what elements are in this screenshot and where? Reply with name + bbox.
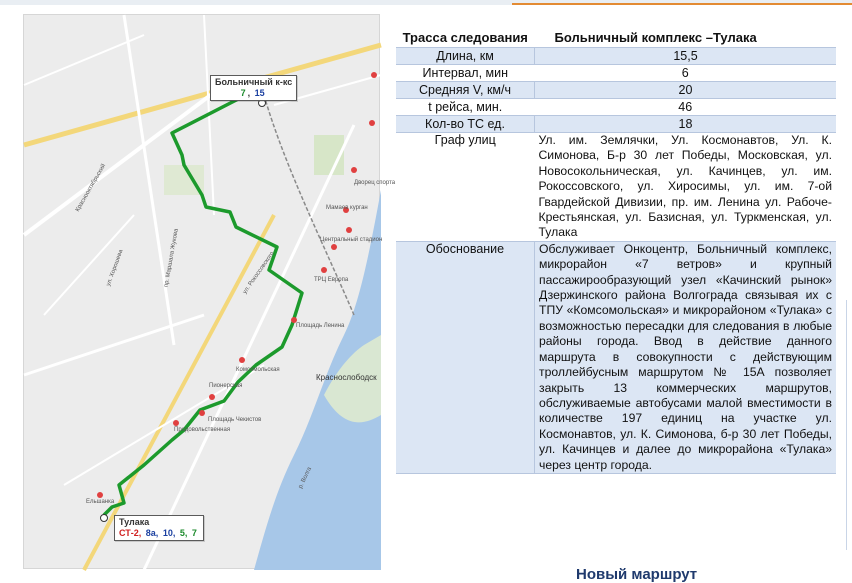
map-label: р. Волга	[297, 466, 313, 490]
station-marker	[371, 72, 377, 78]
map-label: Дворец спорта	[354, 180, 396, 186]
station-marker	[199, 410, 205, 416]
streets-label: Граф улиц	[434, 133, 496, 147]
map-label: Краснослободск	[316, 373, 377, 382]
section-title: Новый маршрут	[576, 566, 698, 583]
table-header	[396, 30, 836, 48]
route-line	[104, 95, 302, 515]
header-col1: Трасса следования	[402, 30, 528, 45]
streets-value: Ул. им. Землячки, Ул. Космонавтов, Ул. К. Симонова, Б-р 30 лет Победы, Московская, ул. Новосокольническая, ул. Качинцев, ул. им. Рокоссовского, ул. Хиросимы, ул. им. 7-ой Гвардейской Дивизии, пр. им. Ленина ул. Рабоче-Крестьянская, ул. Базисная, ул. Туркменская, ул. Тулака	[538, 133, 832, 240]
end-stop-label[interactable]	[114, 515, 204, 541]
road	[44, 215, 134, 315]
map-label: Мамаев курган	[326, 205, 368, 211]
route-number: 7	[191, 528, 197, 538]
table-row	[396, 65, 836, 82]
map-label: Ельшанка	[86, 499, 115, 505]
map-label: Центральный стадион	[320, 237, 383, 243]
row-label: Интервал, мин	[422, 66, 509, 80]
map-label: Пионерская	[209, 383, 243, 389]
station-marker	[209, 394, 215, 400]
route-number: СТ-2,	[119, 528, 142, 538]
route-number: 7	[240, 88, 246, 98]
end-stop-name: Тулака	[119, 517, 150, 527]
map-label: ул. Хорошева	[105, 248, 125, 288]
justification-label: Обоснование	[396, 241, 535, 473]
start-stop-routes: 7 , 15	[240, 88, 265, 98]
table-row	[396, 116, 836, 133]
divider	[846, 300, 847, 550]
map-label: Площадь Чекистов	[208, 417, 262, 423]
road	[24, 315, 204, 375]
road	[24, 85, 224, 235]
table-row	[396, 48, 836, 65]
start-stop-name: Больничный к-кс	[215, 77, 293, 87]
station-marker	[331, 244, 337, 250]
road	[24, 35, 144, 85]
map-label: Продовольственная	[174, 427, 231, 433]
route-map[interactable]	[23, 14, 396, 569]
route-number: 8а,	[145, 528, 159, 538]
justification-value: Обслуживает Онкоцентр, Больничный комплекс, микрорайон «7 ветров» и крупный пассажирообразующий узел «Качинский рынок» Дзержинского района Волгограда связывая их с ТПУ «Комсомольская» и микрорайоном «Тулака» с возможностью пересадки для следования в любые районы города. Ввод в действие данного маршрута в совокупности с действующим троллейбусным маршрутом № 15А позволяет закрыть 13 коммерческих маршрутов, обслуживаемые автобусами малой вместимости в количестве 197 единиц на участке ул. Космонавтов, ул. К. Симонова, б-р 30 лет Победы, ул. Качинцев и далее до микрорайона «Тулака» через центр города.	[535, 241, 837, 473]
map-label: ТРЦ Европа	[314, 277, 349, 283]
table-row	[396, 99, 836, 116]
row-value: 6	[681, 66, 689, 80]
route-number: 10,	[162, 528, 176, 538]
row-label: Кол-во ТС ед.	[396, 116, 535, 133]
stop-marker	[101, 515, 108, 522]
map-label: Площадь Ленина	[296, 323, 345, 329]
table-row-justification	[396, 241, 836, 473]
station-marker	[369, 120, 375, 126]
header-col2: Больничный комплекс –Тулака	[554, 30, 757, 45]
row-value: 15,5	[535, 48, 837, 65]
map-label: Краснооктябрьский	[74, 163, 108, 213]
row-value: 46	[678, 100, 693, 114]
route-number: 15	[254, 88, 265, 98]
row-label: Длина, км	[396, 48, 535, 65]
map-label: ул. Рокоссовского	[242, 250, 276, 296]
row-value: 20	[535, 82, 837, 99]
road	[24, 45, 381, 145]
station-marker	[97, 492, 103, 498]
route-info-table	[396, 30, 836, 474]
station-marker	[346, 227, 352, 233]
top-rule	[0, 0, 852, 5]
row-label: t рейса, мин.	[428, 100, 503, 114]
station-marker	[321, 267, 327, 273]
map-label: пр. Маршала Жукова	[163, 228, 180, 288]
row-label: Средняя V, км/ч	[396, 82, 535, 99]
map-label: Комсомольская	[236, 367, 280, 373]
start-stop-label[interactable]	[210, 75, 297, 101]
row-value: 18	[535, 116, 837, 133]
table-row	[396, 82, 836, 99]
table-row-streets	[396, 133, 836, 242]
map-canvas	[24, 15, 381, 570]
station-marker	[351, 167, 357, 173]
end-stop-routes	[119, 528, 199, 539]
station-marker	[173, 420, 179, 426]
station-marker	[239, 357, 245, 363]
route-number: 5,	[179, 528, 188, 538]
